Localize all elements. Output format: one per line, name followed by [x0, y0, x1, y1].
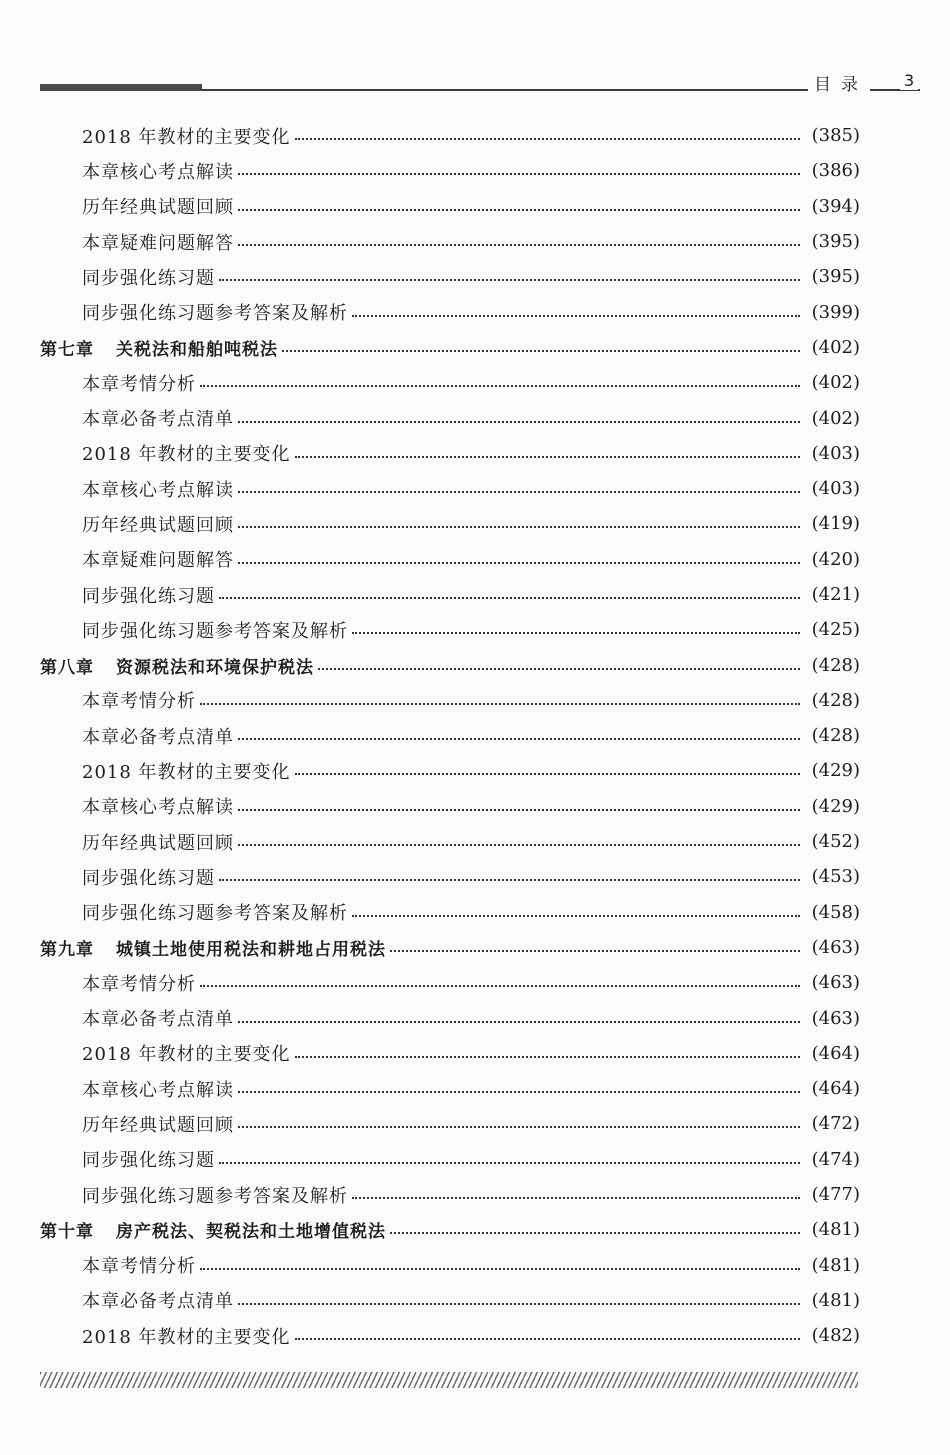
toc-section-entry[interactable] — [40, 542, 860, 577]
toc-page-number: (463) — [811, 936, 860, 958]
toc-page-number: (481) — [811, 1289, 860, 1311]
toc-section-entry[interactable] — [40, 294, 860, 329]
toc-entry-title: 本章必备考点清单 — [82, 1291, 234, 1313]
toc-page-number: (385) — [811, 125, 860, 147]
toc-page-number: (420) — [811, 548, 860, 570]
toc-chapter-entry[interactable] — [40, 1212, 860, 1247]
toc-entry-title: 本章必备考点清单 — [82, 1009, 234, 1031]
dot-leader — [200, 984, 800, 987]
toc-section-entry[interactable] — [40, 400, 860, 435]
toc-section-entry[interactable] — [40, 683, 860, 718]
dot-leader — [295, 1337, 800, 1340]
toc-page-number: (403) — [811, 478, 860, 500]
dot-leader — [238, 1020, 800, 1023]
toc-page-number: (428) — [811, 725, 860, 747]
toc-section-entry[interactable] — [40, 577, 860, 612]
toc-entry-title: 2018 年教材的主要变化 — [82, 1044, 291, 1066]
chapter-number: 第十章 — [40, 1222, 94, 1243]
toc-page-number: (425) — [811, 619, 860, 641]
toc-page-number: (453) — [811, 866, 860, 888]
dot-leader — [238, 1302, 800, 1305]
dot-leader — [238, 243, 800, 246]
toc-entry-title: 本章考情分析 — [82, 373, 196, 395]
toc-entry-title: 本章核心考点解读 — [82, 161, 234, 183]
dot-leader — [352, 1196, 800, 1199]
dot-leader — [238, 420, 800, 423]
dot-leader — [238, 525, 800, 528]
toc-section-entry[interactable] — [40, 859, 860, 894]
running-title: 目录 — [808, 70, 870, 99]
toc-page-number: (402) — [811, 372, 860, 394]
toc-section-entry[interactable] — [40, 1000, 860, 1035]
toc-entry-title: 本章核心考点解读 — [82, 1079, 234, 1101]
toc-page-number: (428) — [811, 689, 860, 711]
dot-leader — [295, 455, 800, 458]
dot-leader — [219, 596, 800, 599]
toc-entry-title: 本章考情分析 — [82, 973, 196, 995]
toc-entry-title: 同步强化练习题 — [82, 1150, 215, 1172]
toc-page-number: (402) — [811, 407, 860, 429]
toc-section-entry[interactable] — [40, 1036, 860, 1071]
toc-page-number: (428) — [811, 654, 860, 676]
dot-leader — [219, 1161, 800, 1164]
toc-section-entry[interactable] — [40, 189, 860, 224]
toc-section-entry[interactable] — [40, 1071, 860, 1106]
toc-section-entry[interactable] — [40, 753, 860, 788]
toc-page-number: (481) — [811, 1219, 860, 1241]
dot-leader — [295, 1055, 800, 1058]
toc-section-entry[interactable] — [40, 436, 860, 471]
dot-leader — [238, 843, 800, 846]
dot-leader — [238, 561, 800, 564]
toc-entry-title: 本章考情分析 — [82, 691, 196, 713]
dot-leader — [390, 949, 800, 952]
dot-leader — [200, 1267, 800, 1270]
dot-leader — [238, 490, 800, 493]
toc-entry-title: 本章核心考点解读 — [82, 479, 234, 501]
page-header — [40, 70, 920, 96]
toc-section-entry[interactable] — [40, 153, 860, 188]
dot-leader — [219, 878, 800, 881]
toc-section-entry[interactable] — [40, 224, 860, 259]
toc-chapter-entry[interactable] — [40, 330, 860, 365]
toc-entry-title: 同步强化练习题 — [82, 585, 215, 607]
toc-section-entry[interactable] — [40, 895, 860, 930]
toc-section-entry[interactable] — [40, 471, 860, 506]
toc-section-entry[interactable] — [40, 1318, 860, 1353]
footer-hatch-rule — [40, 1372, 858, 1388]
toc-section-entry[interactable] — [40, 965, 860, 1000]
dot-leader — [219, 278, 800, 281]
toc-section-entry[interactable] — [40, 259, 860, 294]
toc-section-entry[interactable] — [40, 506, 860, 541]
table-of-contents — [40, 118, 860, 1353]
dot-leader — [390, 1231, 800, 1234]
dot-leader — [200, 702, 800, 705]
toc-section-entry[interactable] — [40, 118, 860, 153]
dot-leader — [352, 914, 800, 917]
toc-entry-title: 历年经典试题回顾 — [82, 514, 234, 536]
toc-entry-title — [40, 1217, 386, 1242]
toc-page-number: (481) — [811, 1254, 860, 1276]
toc-section-entry[interactable] — [40, 1248, 860, 1283]
toc-entry-title: 本章疑难问题解答 — [82, 550, 234, 572]
toc-page-number: (463) — [811, 972, 860, 994]
toc-page-number: (464) — [811, 1042, 860, 1064]
toc-page-number: (458) — [811, 901, 860, 923]
toc-page-number: (399) — [811, 301, 860, 323]
toc-entry-title: 本章核心考点解读 — [82, 797, 234, 819]
dot-leader — [318, 667, 800, 670]
dot-leader — [282, 349, 800, 352]
chapter-number: 第八章 — [40, 657, 94, 678]
dot-leader — [295, 137, 800, 140]
toc-page-number: (429) — [811, 795, 860, 817]
toc-entry-title: 本章必备考点清单 — [82, 726, 234, 748]
dot-leader — [200, 384, 800, 387]
dot-leader — [352, 631, 800, 634]
toc-entry-title: 历年经典试题回顾 — [82, 1114, 234, 1136]
chapter-title: 房产税法、契税法和土地增值税法 — [116, 1222, 386, 1243]
toc-page-number: (386) — [811, 160, 860, 182]
toc-page-number: (395) — [811, 231, 860, 253]
dot-leader — [238, 1125, 800, 1128]
toc-page-number: (474) — [811, 1148, 860, 1170]
dot-leader — [238, 172, 800, 175]
toc-entry-title — [40, 935, 386, 960]
toc-entry-title — [40, 653, 314, 678]
toc-entry-title — [40, 335, 278, 360]
toc-page-number: (419) — [811, 513, 860, 535]
toc-entry-title: 同步强化练习题参考答案及解析 — [82, 620, 348, 642]
toc-entry-title: 本章疑难问题解答 — [82, 232, 234, 254]
dot-leader — [352, 314, 800, 317]
toc-page-number: (463) — [811, 1007, 860, 1029]
dot-leader — [238, 808, 800, 811]
toc-entry-title: 2018 年教材的主要变化 — [82, 761, 291, 783]
toc-entry-title: 历年经典试题回顾 — [82, 832, 234, 854]
chapter-number: 第七章 — [40, 339, 94, 360]
chapter-number: 第九章 — [40, 939, 94, 960]
toc-section-entry[interactable] — [40, 1106, 860, 1141]
chapter-title: 关税法和船舶吨税法 — [116, 339, 278, 360]
toc-entry-title: 同步强化练习题参考答案及解析 — [82, 903, 348, 925]
toc-section-entry[interactable] — [40, 612, 860, 647]
toc-entry-title: 历年经典试题回顾 — [82, 197, 234, 219]
chapter-title: 城镇土地使用税法和耕地占用税法 — [116, 939, 386, 960]
dot-leader — [238, 208, 800, 211]
toc-section-entry[interactable] — [40, 365, 860, 400]
toc-entry-title: 同步强化练习题参考答案及解析 — [82, 303, 348, 325]
toc-page-number: (429) — [811, 760, 860, 782]
toc-chapter-entry[interactable] — [40, 930, 860, 965]
dot-leader — [295, 772, 800, 775]
toc-entry-title: 本章考情分析 — [82, 1256, 196, 1278]
toc-page-number: (421) — [811, 584, 860, 605]
toc-section-entry[interactable] — [40, 789, 860, 824]
toc-entry-title: 2018 年教材的主要变化 — [82, 126, 291, 148]
toc-entry-title: 2018 年教材的主要变化 — [82, 444, 291, 466]
page-number: 3 — [900, 71, 918, 90]
header-bar — [40, 84, 202, 91]
toc-page-number: (403) — [811, 442, 860, 464]
chapter-title: 资源税法和环境保护税法 — [116, 657, 314, 678]
dot-leader — [238, 737, 800, 740]
toc-page-number: (395) — [811, 266, 860, 288]
toc-entry-title: 2018 年教材的主要变化 — [82, 1326, 291, 1348]
toc-entry-title: 同步强化练习题 — [82, 267, 215, 289]
toc-page-number: (482) — [811, 1325, 860, 1347]
toc-page-number: (452) — [811, 831, 860, 853]
dot-leader — [238, 1090, 800, 1093]
toc-section-entry[interactable] — [40, 1283, 860, 1318]
toc-section-entry[interactable] — [40, 718, 860, 753]
toc-entry-title: 同步强化练习题 — [82, 867, 215, 889]
toc-section-entry[interactable] — [40, 1142, 860, 1177]
toc-page-number: (402) — [811, 336, 860, 358]
toc-page-number: (394) — [811, 195, 860, 217]
toc-page-number: (464) — [811, 1078, 860, 1100]
toc-section-entry[interactable] — [40, 824, 860, 859]
toc-page-number: (472) — [811, 1113, 860, 1135]
toc-section-entry[interactable] — [40, 1177, 860, 1212]
toc-chapter-entry[interactable] — [40, 647, 860, 682]
toc-page-number: (477) — [811, 1184, 860, 1206]
toc-entry-title: 同步强化练习题参考答案及解析 — [82, 1185, 348, 1207]
toc-entry-title: 本章必备考点清单 — [82, 409, 234, 431]
